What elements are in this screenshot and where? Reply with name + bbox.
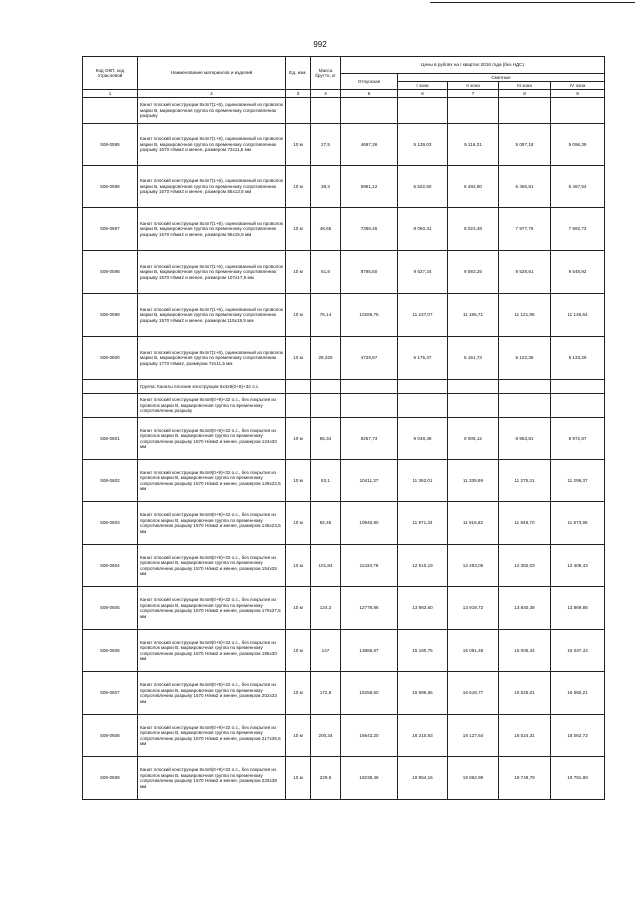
header-release: Отпускная [341,74,398,90]
table-row [83,587,605,630]
cell-release-price: 10269,75 [341,294,398,337]
cell-zone1-price: 16 696,65 [398,672,448,715]
cell-code: 508-0605 [83,587,138,630]
cell-mass: 92,45 [311,502,341,545]
cell-empty [311,394,341,418]
cell-name: Канат плоский конструкции 8х4х9(0+9)+32 о.с., без покрытия из проволок марки В, маркировочная группа по временному сопротивлению разрыву 1570 Н/мм2 и менее, размером 186х30 мм [138,630,286,672]
cell-zone1-price: 11 971,34 [398,502,448,545]
cell-release-price: 7366,45 [341,208,398,251]
header-price-title: Цены в рублях на I квартал 2016 года (без НДС) [341,57,605,74]
table-row [83,630,605,672]
cell-zone2-price: 15 091,48 [448,630,499,672]
cell-unit: 10 м [286,418,311,460]
cell-code: 508-0603 [83,502,138,545]
cell-name: Канат плоский конструкции 8х4х7(1+6), оцинкованный из проволок марки В, маркировочная группа по временному сопротивлению разрыву 1570 Н/мм2 и менее, размером 85х13,5 мм [138,166,286,208]
cell-zone4-price: 11 299,37 [551,460,605,502]
cell-mass: 229,6 [311,757,341,800]
cell-zone2-price: 12 453,05 [448,545,499,587]
cell-zone2-price: 8 023,48 [448,208,499,251]
cell-zone4-price: 8 972,87 [551,418,605,460]
cell-zone1-price: 5 139,03 [398,124,448,166]
header-zone-4: IV зона [551,82,605,90]
cell-zone3-price: 11 848,70 [499,502,551,545]
cell-zone4-price: 9 548,92 [551,251,605,294]
cell-zone3-price: 9 528,61 [499,251,551,294]
cell-code [83,394,138,418]
cell-mass: 38,3 [311,166,341,208]
cell-name: Канат плоский конструкции 8х4х9(0+9)+32 о.с., без покрытия из проволок марки В, маркировочная группа по временному сопротивлению разрыву 1570 Н/мм2 и менее, размером 145х23,5 мм [138,502,286,545]
cell-zone1-price: 11 237,07 [398,294,448,337]
cell-zone4-price: 7 992,72 [551,208,605,251]
cell-release-price: 4697,36 [341,124,398,166]
cell-unit: 10 м [286,460,311,502]
cell-zone3-price: 5 087,18 [499,124,551,166]
cell-code: 508-0595 [83,124,138,166]
cell-release-price: 16643,20 [341,715,398,757]
cell-release-price: 11433,78 [341,545,398,587]
cell-code: 508-0601 [83,418,138,460]
cell-name: Канат плоский конструкции 8х4х9(0+9)+32 о.с., без покрытия из проволок марки В, маркировочная группа по временному сопротивлению разрыву 1570 Н/мм2 и менее, размером 124х20 мм [138,418,286,460]
header-code: Код ОКП, код отраслевой [83,57,138,90]
cell-unit: 10 м [286,337,311,380]
cell-unit: 10 м [286,545,311,587]
cell-mass: 124,2 [311,587,341,630]
header-zone-1: I зона [398,82,448,90]
cell-zone2-price: 16 619,77 [448,672,499,715]
column-number: 6 [398,90,448,98]
cell-zone3-price: 13 840,38 [499,587,551,630]
cell-zone3-price: 16 525,01 [499,672,551,715]
cell-zone2-price: 5 151,73 [448,337,499,380]
cell-code: 508-0597 [83,208,138,251]
description-text: Канат плоский конструкции 8х4х9(0+9)+32 о.с., без покрытия из проволок марки В, маркировочная группа по временному сопротивлению разрыву [138,394,286,418]
cell-empty [499,394,551,418]
cell-zone4-price: 11 146,64 [551,294,605,337]
cell-zone2-price: 6 492,80 [448,166,499,208]
group-label: Группа: Канаты плоские конструкции 8х4х9(0+9)+32 о.с. [138,380,286,394]
cell-mass: 28,325 [311,337,341,380]
cell-empty [398,98,448,124]
cell-unit: 10 м [286,124,311,166]
cell-zone4-price: 15 037,44 [551,630,605,672]
cell-unit: 10 м [286,587,311,630]
cell-mass: 76,14 [311,294,341,337]
description-row [83,98,605,124]
cell-empty [286,98,311,124]
cell-zone4-price: 5 133,29 [551,337,605,380]
column-number: 1 [83,90,138,98]
cell-zone2-price: 19 862,98 [448,757,499,800]
cell-mass: 55,34 [311,418,341,460]
page-number: 992 [313,40,327,49]
cell-empty [398,380,448,394]
cell-unit: 10 м [286,757,311,800]
cell-mass: 61,8 [311,251,341,294]
cell-zone2-price: 9 005,12 [448,418,499,460]
cell-code: 508-0609 [83,757,138,800]
cell-empty [448,98,499,124]
cell-code: 508-0604 [83,545,138,587]
cell-zone1-price: 13 983,60 [398,587,448,630]
cell-zone1-price: 15 160,75 [398,630,448,672]
table-row [83,715,605,757]
cell-zone3-price: 5 122,35 [499,337,551,380]
cell-zone4-price: 12 408,43 [551,545,605,587]
cell-empty [448,394,499,418]
table-row [83,337,605,380]
cell-zone3-price: 12 382,03 [499,545,551,587]
cell-zone1-price: 11 392,01 [398,460,448,502]
cell-unit: 10 м [286,208,311,251]
cell-release-price: 8795,50 [341,251,398,294]
column-number: 9 [551,90,605,98]
cell-unit: 10 м [286,166,311,208]
cell-zone2-price: 11 185,71 [448,294,499,337]
cell-mass: 147 [311,630,341,672]
table-row [83,460,605,502]
cell-zone3-price: 7 977,75 [499,208,551,251]
cell-zone3-price: 6 455,81 [499,166,551,208]
cell-name: Канат плоский конструкции 8х4х9(0+9)+32 о.с., без покрытия из проволок марки В, маркировочная группа по временному сопротивлению разрыву 1570 Н/мм2 и менее, размером 170х27,5 мм [138,587,286,630]
cell-zone4-price: 16 560,21 [551,672,605,715]
table-row [83,672,605,715]
column-number: 8 [499,90,551,98]
table-row [83,418,605,460]
cell-code: 508-0608 [83,715,138,757]
cell-code: 508-0600 [83,337,138,380]
cell-empty [341,98,398,124]
header-zone-3: III зона [499,82,551,90]
cell-zone2-price: 9 583,25 [448,251,499,294]
cell-mass: 101,84 [311,545,341,587]
cell-empty [311,98,341,124]
cell-name: Канат плоский конструкции 8х4х7(1+6), оцинкованный из проволок марки В, маркировочная группа по временному сопротивлению разрыву 1770 Н/мм2, размером 72х11,5 мм [138,337,286,380]
cell-name: Канат плоский конструкции 8х4х9(0+9)+32 о.с., без покрытия из проволок марки В, маркировочная группа по временному сопротивлению разрыву 1570 Н/мм2 и менее, размером 139х22,5 мм [138,460,286,502]
cell-release-price: 10940,80 [341,502,398,545]
header-mass: Масса брутто, кг [311,57,341,90]
cell-zone4-price: 6 467,54 [551,166,605,208]
cell-mass: 200,34 [311,715,341,757]
cell-name: Канат плоский конструкции 8х4х7(1+6), оцинкованный из проволок марки В, маркировочная группа по временному сопротивлению разрыву 1570 Н/мм2 и менее, размером 95х15,5 мм [138,208,286,251]
cell-name: Канат плоский конструкции 8х4х9(0+9)+32 о.с., без покрытия из проволок марки В, маркировочная группа по временному сопротивлению разрыву 1570 Н/мм2 и менее, размером 202х33 мм [138,672,286,715]
cell-code: 508-0596 [83,166,138,208]
cell-zone1-price: 8 060,31 [398,208,448,251]
table-row [83,251,605,294]
description-text: Канат плоский конструкции 8х4х7(1+6), оцинкованный из проволок марки В, маркировочная группа по временному сопротивлению разрыву [138,98,286,124]
cell-release-price: 5961,12 [341,166,398,208]
cell-unit: 10 м [286,715,311,757]
table-row [83,166,605,208]
cell-name: Канат плоский конструкции 8х4х9(0+9)+32 о.с., без покрытия из проволок марки В, маркировочная группа по временному сопротивлению разрыву 1570 Н/мм2 и менее, размером 233х38 мм [138,757,286,800]
cell-empty [499,380,551,394]
header-zone-2: II зона [448,82,499,90]
cell-empty [398,394,448,418]
cell-zone2-price: 18 127,64 [448,715,499,757]
cell-mass: 27,5 [311,124,341,166]
cell-zone1-price: 12 510,19 [398,545,448,587]
cell-release-price: 15258,60 [341,672,398,715]
cell-name: Канат плоский конструкции 8х4х7(1+6), оцинкованный из проволок марки В, маркировочная группа по временному сопротивлению разрыву 1570 Н/мм2 и менее, размером 115х19,5 мм [138,294,286,337]
cell-zone3-price: 19 749,79 [499,757,551,800]
cell-code: 508-0599 [83,294,138,337]
price-table [82,56,605,800]
cell-empty [311,380,341,394]
column-number: 5 [341,90,398,98]
cell-name: Канат плоский конструкции 8х4х9(0+9)+32 о.с., без покрытия из проволок марки В, маркировочная группа по временному сопротивлению разрыву 1570 Н/мм2 и менее, размером 217х35,5 мм [138,715,286,757]
cell-code: 508-0606 [83,630,138,672]
cell-zone2-price: 11 339,99 [448,460,499,502]
cell-empty [286,394,311,418]
header-estimate: Сметные [398,74,605,82]
cell-zone3-price: 11 121,96 [499,294,551,337]
cell-empty [341,380,398,394]
cell-empty [286,380,311,394]
header-unit: Ед. изм. [286,57,311,90]
top-rule [430,2,635,3]
table-row [83,502,605,545]
cell-zone3-price: 11 275,31 [499,460,551,502]
table-row [83,757,605,800]
cell-zone3-price: 8 953,81 [499,418,551,460]
cell-zone3-price: 18 024,31 [499,715,551,757]
cell-zone4-price: 11 873,86 [551,502,605,545]
cell-release-price: 10411,37 [341,460,398,502]
cell-zone4-price: 18 062,72 [551,715,605,757]
column-number: 2 [138,90,286,98]
group-row [83,380,605,394]
cell-code [83,380,138,394]
cell-zone4-price: 5 096,39 [551,124,605,166]
cell-unit: 10 м [286,251,311,294]
cell-zone4-price: 19 791,88 [551,757,605,800]
cell-code: 508-0607 [83,672,138,715]
column-number: 3 [286,90,311,98]
table-row [83,545,605,587]
cell-zone2-price: 13 919,72 [448,587,499,630]
header-name: Наименование материалов и изделий [138,57,286,90]
cell-zone1-price: 9 048,49 [398,418,448,460]
cell-release-price: 12779,86 [341,587,398,630]
cell-zone1-price: 19 954,16 [398,757,448,800]
table-row [83,208,605,251]
cell-empty [341,394,398,418]
table-row [83,124,605,166]
cell-code: 508-0598 [83,251,138,294]
cell-zone2-price: 5 116,31 [448,124,499,166]
cell-name: Канат плоский конструкции 8х4х7(1+6), оцинкованный из проволок марки В, маркировочная группа по временному сопротивлению разрыву 1570 Н/мм2 и менее, размером 107х17,5 мм [138,251,286,294]
cell-zone3-price: 15 005,44 [499,630,551,672]
cell-empty [499,98,551,124]
cell-release-price: 4729,87 [341,337,398,380]
cell-empty [551,98,605,124]
cell-code: 508-0602 [83,460,138,502]
cell-mass: 48,65 [311,208,341,251]
description-row [83,394,605,418]
cell-zone1-price: 18 210,83 [398,715,448,757]
cell-zone1-price: 5 175,37 [398,337,448,380]
cell-unit: 10 м [286,630,311,672]
cell-empty [448,380,499,394]
column-number: 7 [448,90,499,98]
cell-empty [551,380,605,394]
cell-zone1-price: 9 627,24 [398,251,448,294]
cell-zone1-price: 6 522,60 [398,166,448,208]
cell-unit: 10 м [286,672,311,715]
cell-zone4-price: 13 869,86 [551,587,605,630]
cell-name: Канат плоский конструкции 8х4х7(1+6), оцинкованный из проволок марки В, маркировочная группа по временному сопротивлению разрыву 1570 Н/мм2 и менее, размером 72х11,5 мм [138,124,286,166]
cell-mass: 172,8 [311,672,341,715]
column-number: 4 [311,90,341,98]
cell-name: Канат плоский конструкции 8х4х9(0+9)+32 о.с., без покрытия из проволок марки В, маркировочная группа по временному сопротивлению разрыву 1570 Н/мм2 и менее, размером 154х25 мм [138,545,286,587]
cell-release-price: 8267,73 [341,418,398,460]
cell-mass: 63,1 [311,460,341,502]
table-row [83,294,605,337]
cell-release-price: 18238,46 [341,757,398,800]
cell-unit: 10 м [286,294,311,337]
cell-zone2-price: 11 916,62 [448,502,499,545]
cell-code [83,98,138,124]
cell-empty [551,394,605,418]
cell-unit: 10 м [286,502,311,545]
cell-release-price: 13865,67 [341,630,398,672]
